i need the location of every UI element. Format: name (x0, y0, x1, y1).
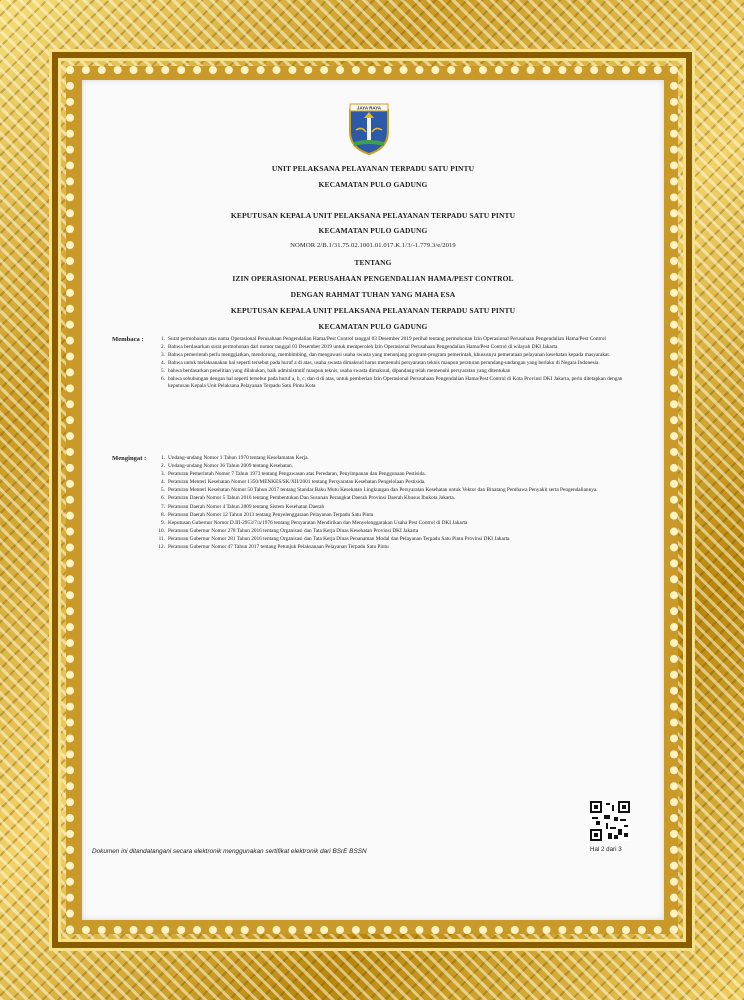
mengingat-label: Mengingat : (112, 455, 147, 462)
list-item: 2. Undang-undang Nomor 36 Tahun 2009 tentang Kesehatan. (161, 463, 294, 470)
list-item: 12. Peraturan Gubernur Nomor 47 Tahun 2017 tentang Petunjuk Pelaksanaan Pelayanan Terpadu Satu Pintu (158, 544, 389, 551)
decree-title-line1: KEPUTUSAN KEPALA UNIT PELAKSANA PELAYANAN TERPADU SATU PINTU (230, 211, 516, 220)
qr-code-icon (590, 801, 630, 841)
jakarta-emblem-icon (344, 102, 394, 156)
signature-note: Dokumen ini ditandatangani secara elektronik menggunakan sertifikat elektronik dari BSrE BSSN (92, 848, 367, 855)
membaca-label: Membaca : (112, 336, 144, 343)
list-item: 1. Surat permohonan atas nama Operasional Perusahaan Pengendalian Hama/Pest Control tanggal 03 Desember 2019 perihal tentang permohonan Izin Operasional Perusahaan Pengendalian Hama/Pest Control (161, 336, 606, 342)
about-label: TENTANG (354, 258, 392, 267)
unit-name: UNIT PELAKSANA PELAYANAN TERPADU SATU PINTU (271, 164, 475, 173)
decree-title-repeat-line2: KECAMATAN PULO GADUNG (318, 322, 428, 331)
list-item: 5. bahwa berdasarkan penelitian yang dilakukan, baik administratif maupun teknis, usaha swasta dimaksud, dipandang telah memenuhi persyaratan yang ditentukan (161, 368, 511, 375)
list-item: 11. Peraturan Gubernur Nomor 281 Tahun 2016 tentang Organisasi dan Tata Kerja Dinas Penanaman Modal dan Pelayanan Terpadu Satu Pintu Provinsi DKI Jakarta (158, 535, 510, 542)
emblem-motto: JAYA RAYA (356, 105, 382, 111)
certificate-document (82, 80, 664, 920)
list-item: 9. Keputusan Gubernur Nomor D.III-2953/7/a/1976 tentang Persyaratan Mendirikan dan Menyelenggarakan Usaha Pest Control di DKI Jakarta (161, 519, 468, 526)
list-item: 7. Peraturan Daerah Nomor 4 Tahun 2009 tentang Sistem Kesehatan Daerah (161, 503, 325, 510)
list-item: 4. Bahwa untuk melaksanakan hal seperti tersebut pada huruf a di atas, usaha swasta dimaksud harus memenuhi persyaratan teknis maupun peraturan perundang-undangan yang berlaku di Negara Indonesia. (161, 360, 600, 367)
list-item: 3. Bahwa pemerintah perlu menggiatkan, mendorong, membimbing, dan mengawasi usaha swasta yang menunjang program-program pemerintah, khususnya pemerataan pelayanan kesehatan kepada masyarakat. (161, 352, 611, 359)
district-name: KECAMATAN PULO GADUNG (318, 180, 428, 189)
list-item: 6. Peraturan Daerah Nomor 5 Tahun 2016 tentang Pembentukan Dan Susunan Perangkat Daerah Provinsi Daerah Khusus Ibukota Jakarta. (161, 495, 456, 502)
list-item: 5. Peraturan Menteri Kesehatan Nomor 50 Tahun 2017 tentang Standar Baku Mutu Kesehatan Lingkungan dan Persyaratan Kesehatan untuk Vektor dan Binatang Pembawa Penyakit serta Pengendaliannya. (161, 487, 598, 494)
mengingat-list (156, 455, 636, 552)
list-item: 1. Undang-undang Nomor 1 Tahun 1970 tentang Keselamatan Kerja. (161, 455, 309, 461)
blessing-line: DENGAN RAHMAT TUHAN YANG MAHA ESA (290, 290, 456, 299)
page-number: Hal 2 dari 3 (590, 846, 622, 853)
list-item: 3. Peraturan Pemerintah Nomor 7 Tahun 1973 tentang Pengawasan atas Peredaran, Penyimpanan dan Penggunaan Pestisida. (161, 471, 426, 478)
decree-title-repeat-line1: KEPUTUSAN KEPALA UNIT PELAKSANA PELAYANAN TERPADU SATU PINTU (230, 306, 516, 315)
list-item: 8. Peraturan Daerah Nomor 12 Tahun 2013 tentang Penyelenggaraan Pelayanan Terpadu Satu Pintu (161, 511, 374, 518)
decree-subject: IZIN OPERASIONAL PERUSAHAAN PENGENDALIAN HAMA/PEST CONTROL (232, 274, 514, 283)
decree-title-line2: KECAMATAN PULO GADUNG (318, 226, 428, 235)
list-item: 6. bahwa sehubungan dengan hal seperti tersebut pada huruf a, b, c, dan d di atas, untuk pemberian Izin Operasional Perusahaan Pengendalian Hama/Pest Control di Kota Provinsi DKI Jakarta, perlu ditetapkan dengan keputusan Kepala Unit Pelaksana Pelayanan Terpadu Satu Pintu Kota (161, 376, 623, 390)
membaca-list (156, 336, 636, 391)
list-item: 10. Peraturan Gubernur Nomor 278 Tahun 2016 tentang Organisasi dan Tata Kerja Dinas Kesehatan Provinsi DKI Jakarta (158, 527, 419, 534)
decree-number: NOMOR 2/B.1/31.75.02.1001.01.017.K.1/3/-1.779.3/e/2019 (290, 242, 456, 249)
list-item: 4. Peraturan Menteri Kesehatan Nomor 1350/MENKES/SK/XII/2001 tentang Persyaratan Kesehatan Pengelolaan Pestisida. (161, 479, 426, 486)
list-item: 2. Bahwa berdasarkan surat permohonan dari nomor tanggal 03 Desember 2019 untuk memperoleh Izin Operasional Perusahaan Pengendalian Hama/Pest Control di wilayah DKI Jakarta (161, 344, 558, 351)
